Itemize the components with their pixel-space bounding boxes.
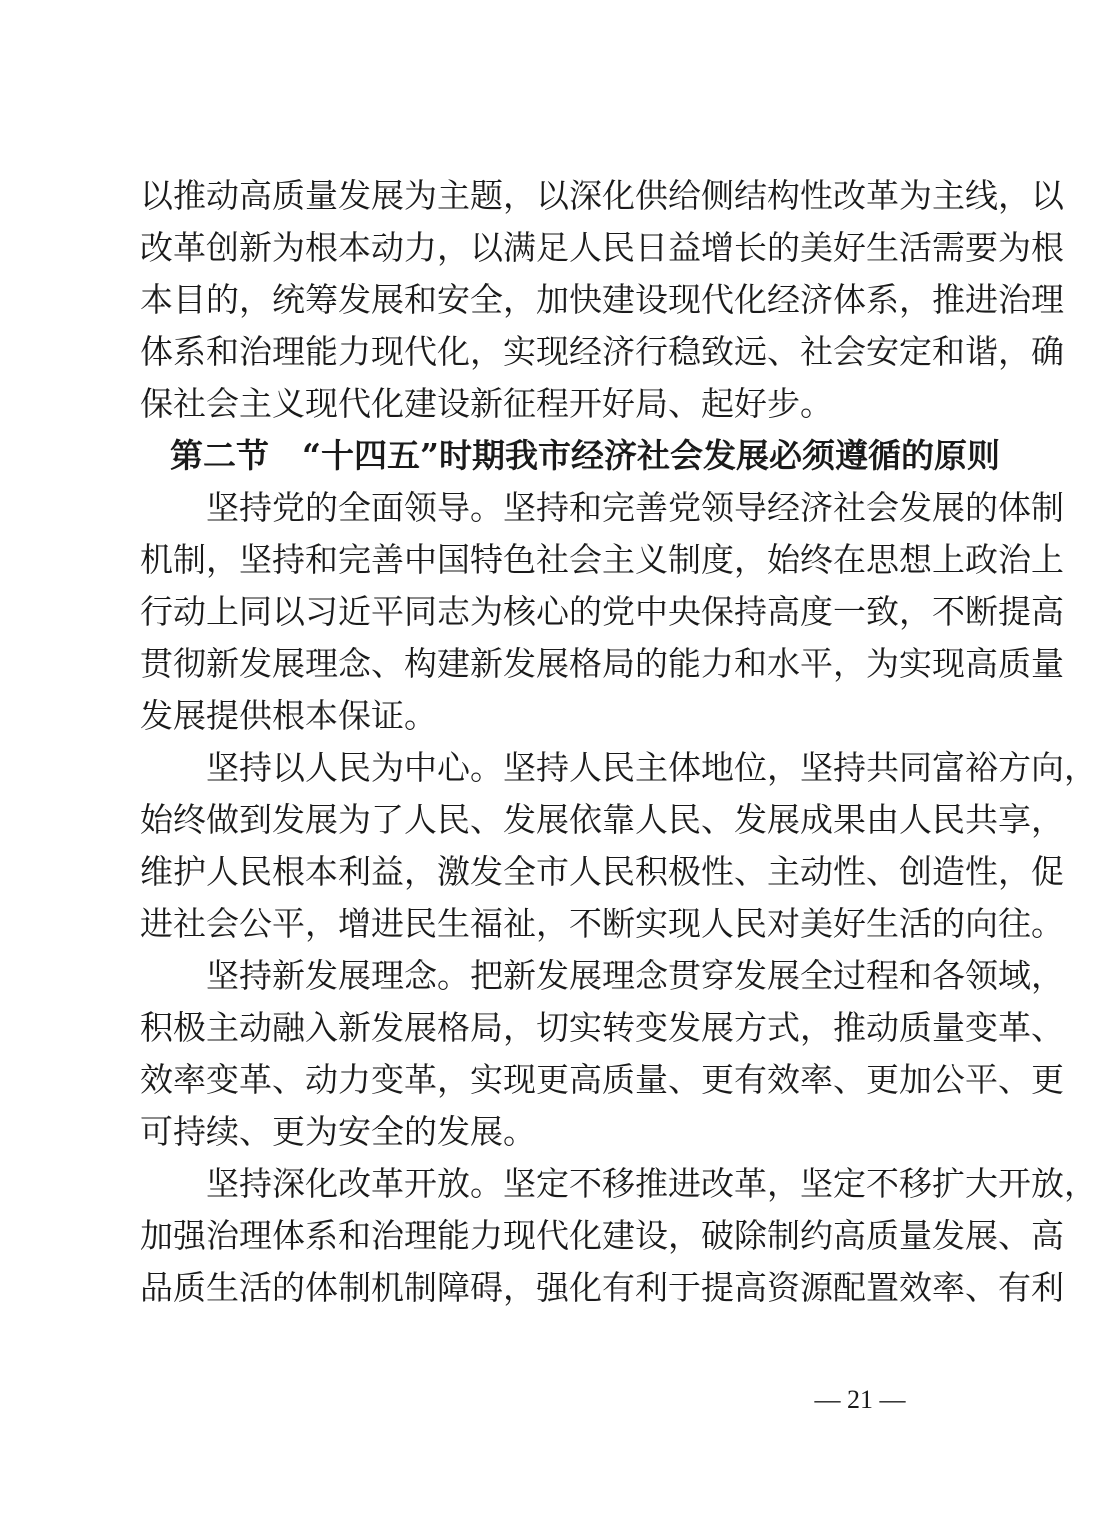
section-heading [140,436,1000,488]
document-body [140,176,1097,1320]
text-line: 体系和治理能力现代化，实现经济行稳致远、社会安定和谐，确 [140,332,1064,371]
text-line: 始终做到发展为了人民、发展依靠人民、发展成果由人民共享， [140,800,1064,839]
text-line: 坚持深化改革开放。坚定不移推进改革，坚定不移扩大开放， [206,1164,1097,1203]
text-line: 效率变革、动力变革，实现更高质量、更有效率、更加公平、更 [140,1060,1064,1099]
paragraph-people-centered [140,748,1097,956]
text-line: 发展提供根本保证。 [140,696,437,735]
section-heading-text: 第二节 “十四五”时期我市经济社会发展必须遵循的原则 [170,436,1000,475]
text-line: 行动上同以习近平同志为核心的党中央保持高度一致，不断提高 [140,592,1064,631]
text-line: 维护人民根本利益，激发全市人民积极性、主动性、创造性，促 [140,852,1064,891]
text-line: 品质生活的体制机制障碍，强化有利于提高资源配置效率、有利 [140,1268,1064,1307]
text-line: 加强治理体系和治理能力现代化建设，破除制约高质量发展、高 [140,1216,1064,1255]
text-line: 进社会公平，增进民生福祉，不断实现人民对美好生活的向往。 [140,904,1064,943]
text-line: 坚持以人民为中心。坚持人民主体地位，坚持共同富裕方向， [206,748,1097,787]
paragraph-continuation [140,176,1064,436]
text-line: 以推动高质量发展为主题，以深化供给侧结构性改革为主线，以 [140,176,1064,215]
text-line: 积极主动融入新发展格局，切实转变发展方式，推动质量变革、 [140,1008,1064,1047]
paragraph-party-leadership [140,488,1064,748]
text-line: 坚持新发展理念。把新发展理念贯穿发展全过程和各领域， [206,956,1064,995]
page-number: — 21 — [814,1385,906,1414]
text-line: 机制，坚持和完善中国特色社会主义制度，始终在思想上政治上 [140,540,1064,579]
text-line: 改革创新为根本动力，以满足人民日益增长的美好生活需要为根 [140,228,1064,267]
text-line: 坚持党的全面领导。坚持和完善党领导经济社会发展的体制 [206,488,1064,527]
text-line: 保社会主义现代化建设新征程开好局、起好步。 [140,384,833,423]
paragraph-new-development-philosophy [140,956,1064,1164]
text-line: 可持续、更为安全的发展。 [140,1112,536,1151]
text-line: 贯彻新发展理念、构建新发展格局的能力和水平，为实现高质量 [140,644,1064,683]
text-line: 本目的，统筹发展和安全，加快建设现代化经济体系，推进治理 [140,280,1064,319]
paragraph-reform-opening [140,1164,1097,1320]
